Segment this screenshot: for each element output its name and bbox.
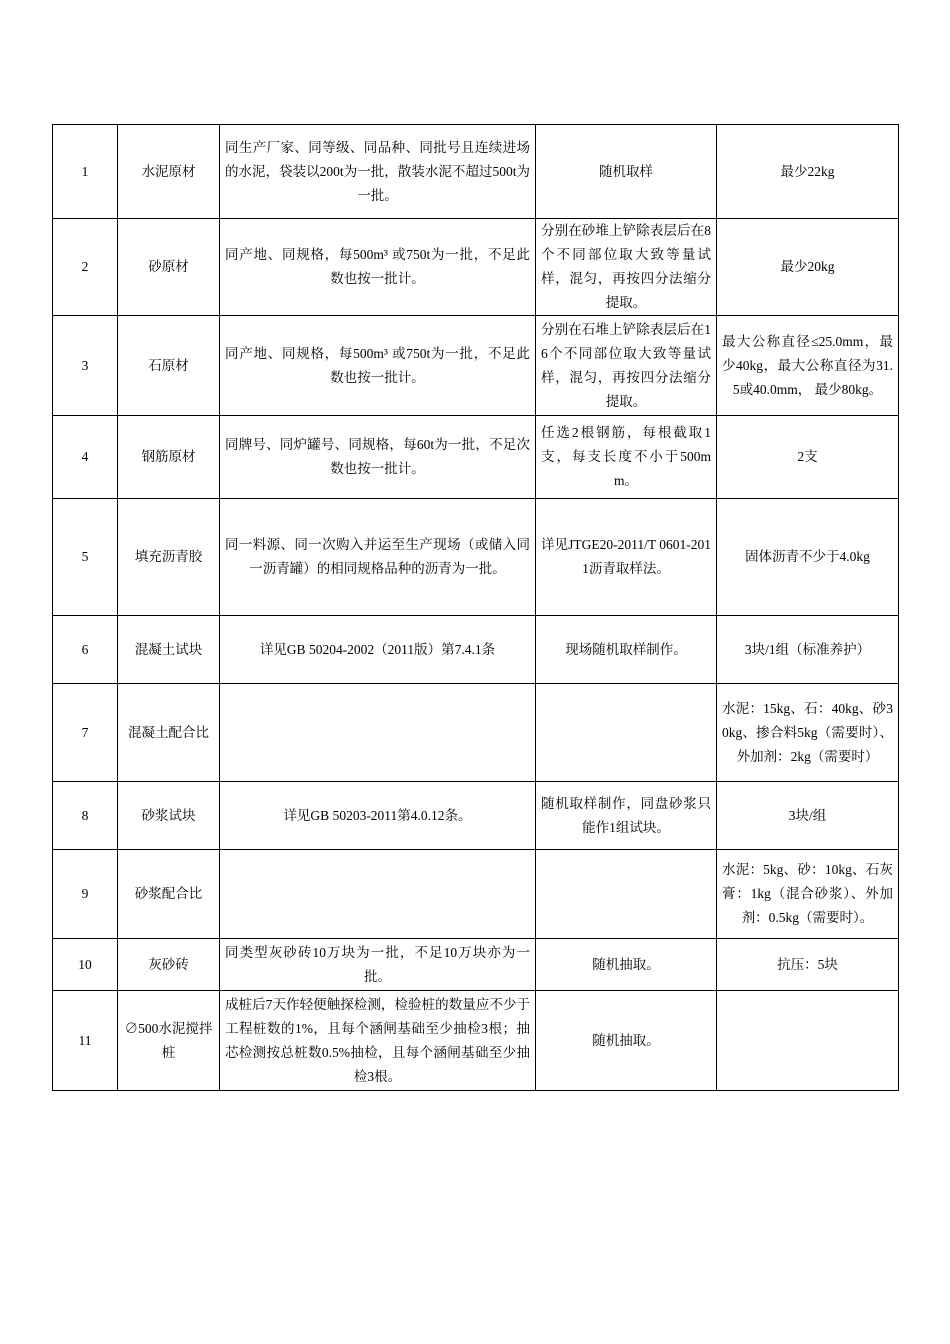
table-row: [53, 939, 899, 991]
material-name: 砂浆配合比: [118, 850, 220, 939]
table-row: [53, 125, 899, 219]
table-row: [53, 782, 899, 850]
material-name: 砂原材: [118, 219, 220, 316]
material-name: 石原材: [118, 316, 220, 416]
sample-quantity: 固体沥青不少于4.0kg: [717, 499, 899, 616]
sampling-method: 现场随机取样制作。: [536, 616, 717, 684]
batch-rule: [220, 684, 536, 782]
sample-quantity: 水泥：15kg、石：40kg、砂30kg、掺合料5kg（需要时）、外加剂：2kg（需要时）: [717, 684, 899, 782]
sample-quantity: 抗压：5块: [717, 939, 899, 991]
sampling-method: 详见JTGE20-2011/T 0601-2011沥青取样法。: [536, 499, 717, 616]
batch-rule: 同一料源、同一次购入并运至生产现场（或储入同一沥青罐）的相同规格品种的沥青为一批。: [220, 499, 536, 616]
row-number: 8: [53, 782, 118, 850]
sampling-method: 随机抽取。: [536, 939, 717, 991]
table-row: [53, 316, 899, 416]
sample-quantity: 3块/组: [717, 782, 899, 850]
sample-quantity: 2支: [717, 416, 899, 499]
sampling-table: [52, 124, 899, 1091]
material-name: 灰砂砖: [118, 939, 220, 991]
sampling-method: 分别在砂堆上铲除表层后在8个不同部位取大致等量试样，混匀，再按四分法缩分提取。: [536, 219, 717, 316]
table-row: [53, 850, 899, 939]
sampling-method: 随机取样: [536, 125, 717, 219]
row-number: 11: [53, 991, 118, 1091]
sampling-method: 任选2根钢筋，每根截取1支，每支长度不小于500mm。: [536, 416, 717, 499]
table-row: [53, 219, 899, 316]
row-number: 10: [53, 939, 118, 991]
batch-rule: 同生产厂家、同等级、同品种、同批号且连续进场的水泥，袋装以200t为一批，散装水泥不超过500t为一批。: [220, 125, 536, 219]
batch-rule: 成桩后7天作轻便触探检测，检验桩的数量应不少于工程桩数的1%，且每个涵闸基础至少抽检3根；抽芯检测按总桩数0.5%抽检，且每个涵闸基础至少抽检3根。: [220, 991, 536, 1091]
sample-quantity: 3块/1组（标准养护）: [717, 616, 899, 684]
sampling-method: 随机取样制作，同盘砂浆只能作1组试块。: [536, 782, 717, 850]
row-number: 5: [53, 499, 118, 616]
row-number: 7: [53, 684, 118, 782]
material-name: 水泥原材: [118, 125, 220, 219]
batch-rule: 同牌号、同炉罐号、同规格，每60t为一批，不足次数也按一批计。: [220, 416, 536, 499]
sampling-method: [536, 850, 717, 939]
material-name: 混凝土试块: [118, 616, 220, 684]
material-name: ∅500水泥搅拌桩: [118, 991, 220, 1091]
row-number: 4: [53, 416, 118, 499]
sample-quantity: 最大公称直径≤25.0mm，最少40kg，最大公称直径为31.5或40.0mm， 最少80kg。: [717, 316, 899, 416]
material-name: 填充沥青胶: [118, 499, 220, 616]
material-name: 钢筋原材: [118, 416, 220, 499]
row-number: 2: [53, 219, 118, 316]
table-row: [53, 499, 899, 616]
batch-rule: [220, 850, 536, 939]
sample-quantity: 最少20kg: [717, 219, 899, 316]
row-number: 6: [53, 616, 118, 684]
batch-rule: 详见GB 50203-2011第4.0.12条。: [220, 782, 536, 850]
table-row: [53, 416, 899, 499]
sampling-method: 分别在石堆上铲除表层后在16个不同部位取大致等量试样，混匀，再按四分法缩分提取。: [536, 316, 717, 416]
batch-rule: 同产地、同规格，每500m³ 或750t为一批，不足此数也按一批计。: [220, 219, 536, 316]
sampling-table-page: [52, 124, 898, 1091]
sampling-method: [536, 684, 717, 782]
row-number: 9: [53, 850, 118, 939]
table-row: [53, 991, 899, 1091]
batch-rule: 同产地、同规格，每500m³ 或750t为一批，不足此数也按一批计。: [220, 316, 536, 416]
table-row: [53, 684, 899, 782]
sampling-method: 随机抽取。: [536, 991, 717, 1091]
row-number: 1: [53, 125, 118, 219]
row-number: 3: [53, 316, 118, 416]
material-name: 砂浆试块: [118, 782, 220, 850]
sample-quantity: [717, 991, 899, 1091]
sample-quantity: 水泥：5kg、砂：10kg、石灰膏：1kg（混合砂浆）、外加剂：0.5kg（需要时）。: [717, 850, 899, 939]
sample-quantity: 最少22kg: [717, 125, 899, 219]
batch-rule: 详见GB 50204-2002（2011版）第7.4.1条: [220, 616, 536, 684]
table-row: [53, 616, 899, 684]
material-name: 混凝土配合比: [118, 684, 220, 782]
batch-rule: 同类型灰砂砖10万块为一批，不足10万块亦为一批。: [220, 939, 536, 991]
